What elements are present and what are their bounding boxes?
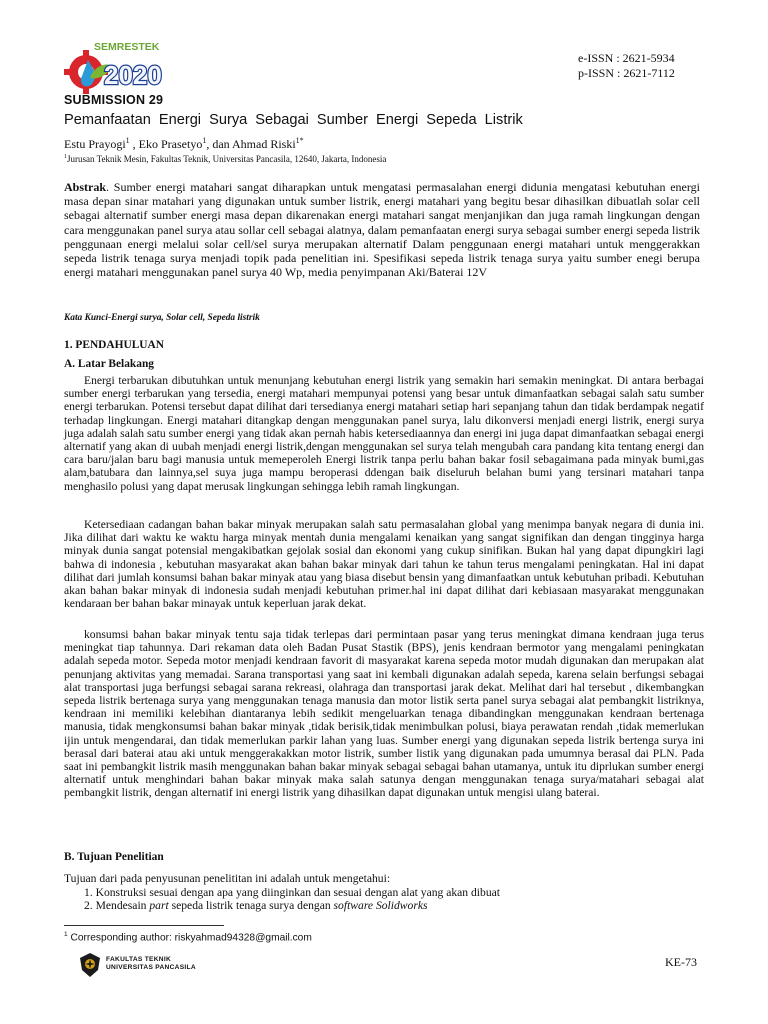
- list-item-text: 2. Mendesain: [84, 899, 150, 913]
- list-item-italic: software Solidworks: [333, 899, 428, 913]
- eissn: e-ISSN : 2621-5934: [578, 51, 675, 65]
- objective-list: [84, 886, 500, 912]
- author-separator: , dan: [206, 137, 232, 151]
- paper-title: Pemanfaatan Energi Surya Sebagai Sumber Energi Sepeda Listrik: [64, 112, 523, 128]
- logo-text: SEMRESTEK: [94, 41, 160, 53]
- paragraph: Tujuan dari pada penyusunan penelititan ini adalah untuk mengetahui:: [64, 872, 391, 885]
- author-list: [64, 136, 304, 152]
- affiliation-text: Jurusan Teknik Mesin, Fakultas Teknik, Universitas Pancasila, 12640, Jakarta, Indonesia: [67, 154, 387, 164]
- footnote-text: Corresponding author: riskyahmad94328@gmail.com: [67, 932, 312, 944]
- affiliation: [64, 154, 386, 164]
- author-name: Eko Prasetyo: [138, 137, 203, 151]
- paragraph: Energi terbarukan dibutuhkan untuk menunjang kebutuhan energi listrik yang semakin hari semakin meningkat. Di antara berbagai sumber energi terbarukan yang tersedia, energi matahari mempunyai potensi yang besar untuk dimanfaatkan sebagai salah satu sumber energi terbarukan. Potensi tersebut dapat dilihat dari tersedianya energi matahari setiap hari sepanjang tahun dan tidak berdampak negatif terhadap lingkungan. Energi matahari ditangkap dengan menggunakan panel surya, lalu dikonversi menjadi energi listrik, energi surya juga adalah salah satu sumber energi yang tidak akan pernah habis ketersediaannya dan energi ini juga dapat dimanfaatkan sebagai energi alternatif yang akan di uubah menjadi energi listrik,dengan menggunakan sel surya telah mengubah cara pandang kita tentang energi dan cara baru/jalan baru bagi manusia untuk memeperoleh Energi listrik tanpa perlu bahan bakar fosil sebagaimana pada minyak bumi,gas alam,batubara dan lainnya,sel suya juga mampu beroperasi ddengan baik diseluruh belahan bumi yang tersinari matahari tanpa menghasilo polusi yang dapat merusak lingkungan sehingga lebih ramah lingkungan.: [64, 374, 704, 493]
- author-affil-mark: 1*: [295, 136, 304, 145]
- keywords: Kata Kunci-Energi surya, Solar cell, Sepeda listrik: [64, 313, 260, 323]
- affiliation-mark: 1: [64, 154, 67, 160]
- submission-label: SUBMISSION 29: [64, 93, 164, 107]
- paragraph: Ketersediaan cadangan bahan bakar minyak merupakan salah satu permasalahan global yang menimpa banyak negara di dunia ini. Jika dilihat dari waktu ke waktu harga minyak mentah dunia mengalami kenaikan yang sangat signifikan dan dengan tingginya harga minyak dunia sangat potensial mengakibatkan gejolak sosial dan ekonomi yang cukup sinifikan. Bukan hal yang dapat dipungkiri lagi bahwa di indonesia , kebutuhan masyarakat akan bahan bakar minyak dari tahun ke tahun terus mengalami peningkatan. Hal ini dapat dilihat dari jumlah konsumsi bahan bakar minyak atau yang biasa disebut bensin yang dimanfaatkan untuk kebutuhan pribadi. Kebutuhan akan bahan bakar minyak di indonesia sudah menjadi kebutuhan primer.hal ini dapat dilihat dari kebiasaan masyarakat menggunakan kendaraan ber bahan bakar minayak untuk keperluan jarak dekat.: [64, 518, 704, 611]
- subsection-heading-latar-belakang: A. Latar Belakang: [64, 358, 154, 370]
- author-name: Ahmad Riski: [232, 137, 296, 151]
- subsection-heading-tujuan: B. Tujuan Penelitian: [64, 851, 164, 863]
- abstract-text: . Sumber energi matahari sangat diharapkan untuk mengatasi permasalahan energi didunia mengatasi kebutuhan energi masa depan sinar matahari yang digunakan untuk sumber listrik, energi matahari yang begitu besar dihasilkan dibuatlah solar cell sebagai alternatif sumber energi masa depan dikarenakan energi matahari sangat menjanjikan dan juga ramah lingkungan dengan cara menggunakan panel surya atau sollar cell sebagai alatnya, dalam pemanfaatan energi surya sebagai sumber energi sepeda listrik penggunaan energi melalui solar cell/sel surya merupakan alternatif Dalam penggunaan energi matahari untuk menggerakkan sepeda listrik tenaga surya menjadi topik pada penelitian ini. Spesifikasi sepeda listrik tenaga surya yaitu sumber enegi berupa energi matahari menggunakan panel surya 40 Wp, media penyimpanan Aki/Baterai 12V: [64, 180, 700, 280]
- list-item: 1. Konstruksi sesuai dengan apa yang diinginkan dan sesuai dengan alat yang akan dibuat: [84, 886, 500, 899]
- university-emblem-icon: [78, 952, 102, 978]
- footnote-mark: 1: [64, 931, 68, 938]
- abstract: [64, 180, 700, 279]
- body-paragraph-1: [64, 374, 704, 493]
- footnote: [64, 931, 312, 943]
- page-number: KE-73: [665, 955, 697, 969]
- author-separator: ,: [129, 137, 139, 151]
- author-affil-mark: 1: [125, 136, 130, 145]
- abstract-label: Abstrak: [64, 180, 107, 194]
- footer-institution: [106, 956, 196, 972]
- pissn: p-ISSN : 2621-7112: [578, 66, 675, 80]
- list-item: [84, 899, 500, 912]
- issn-block: [578, 51, 675, 81]
- section-heading-pendahuluan: 1. PENDAHULUAN: [64, 339, 164, 351]
- list-item-italic: part: [149, 899, 169, 913]
- footer-university: UNIVERSITAS PANCASILA: [106, 964, 196, 971]
- paragraph: konsumsi bahan bakar minyak tentu saja tidak terlepas dari permintaan pasar yang terus meningkat dimana kendraan juga terus meningkat tiap tahunnya. Dari rekaman data oleh Badan Pusat Stastik (BPS), jenis kendraan bermotor yang mengalami peningkatan adalah sepeda motor. Sepeda motor menjadi kendraan favorit di masyarakat karena sepeda motor mudah digunakan dan merupakan alat penunjang aktivitas yang memadai. Sarana transportasi yang saat ini kembali digunakan adalah sepeda, karena selain berfungsi sebagai alat transportasi juga berfungsi sebagai sarana rekreasi, olahraga dan transportasi jarak dekat. Melihat dari hal tersebut , dikembangkan sepeda listrik bertenaga surya yang menggunakan tenaga manusia dan motor listik serta panel surya sebagai alat pembangkit listriknya, kendraan ini memiliki kelebihan diantaranya lebih sedikit mengeluarkan tenaga dibandingkan menggunakan kendraan bertenaga manusia, tidak mengkonsumsi bahan bakar minyak ,tidak berisik,tidak menimbulkan polusi, biaya perawatan rendah ,tidak memerlukan ijin untuk mengendarai, dan tidak memerlukan parkir lahan yang luas. Sumber energi yang digunakan sepeda listrik bertenga surya ini berasal dari baterai atau aki untuk menggerakakkan motor listrik, sumber listik yang digunakan pada umumnya berasal dai PLN. Pada saat ini pembangkit listrik masih menggunakan bahan bakar minyak sebagai sebagai bahan utamanya, untuk itu diprlukan sumber energi alternatif untuk menghindari bahan bakar minyak maka salah satunya dengan menggunakan tenaga surya/matahari sebagai alat pembangkit listrik, dengan alternatif ini energi listrik yang dihasilkan dapat digunakan untuk mengisi ulang baterai.: [64, 628, 704, 800]
- list-item-text: sepeda listrik tenaga surya dengan: [168, 899, 334, 913]
- objective-intro: [64, 872, 704, 885]
- logo-year: 2020: [104, 60, 162, 90]
- author-affil-mark: 1: [202, 136, 207, 145]
- body-paragraph-2: [64, 518, 704, 610]
- body-paragraph-3: [64, 628, 704, 800]
- author-name: Estu Prayogi: [64, 137, 126, 151]
- footer-faculty: FAKULTAS TEKNIK: [106, 956, 172, 963]
- footnote-divider: [64, 925, 224, 926]
